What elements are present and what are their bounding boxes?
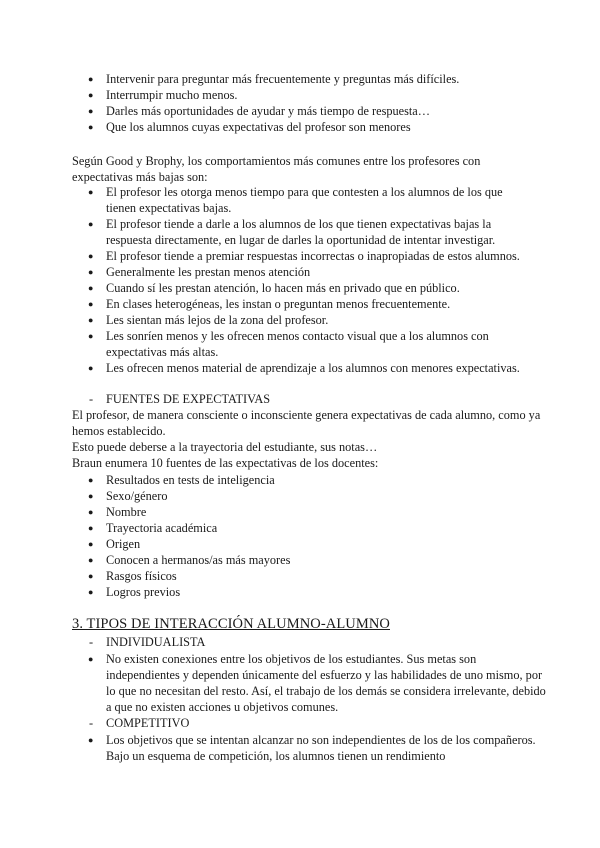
list-item: ● Los objetivos que se intentan alcanzar no son independientes de los de los compañeros. Bajo un esquema de competición, los alumnos tienen un rendimiento	[106, 732, 546, 764]
list-item: ● En clases heterogéneas, les instan o preguntan menos frecuentemente.	[106, 296, 546, 312]
list-item: ● El profesor tiende a darle a los alumnos de los que tienen expectativas bajas la respuesta directamente, en lugar de darles la oportunidad de intentar investigar.	[106, 216, 526, 248]
list-item: ● Sexo/género	[106, 488, 546, 504]
list-item: ● No existen conexiones entre los objetivos de los estudiantes. Sus metas son independientes y dependen únicamente del esfuerzo y las habilidades de uno mismo, por lo que no necesitan del resto. Así, el trabajo de los demás se considera irrelevante, debido a que no existen acciones u objetivos comunes.	[106, 651, 546, 715]
list-item: ● Intervenir para preguntar más frecuentemente y preguntas más difíciles.	[106, 71, 546, 87]
list-item: ● Trayectoria académica	[106, 520, 546, 536]
list-item: ● Rasgos físicos	[106, 568, 546, 584]
paragraph: El profesor, de manera consciente o inconsciente genera expectativas de cada alumno, como ya hemos establecido.	[72, 408, 541, 438]
list-item: ● El profesor tiende a premiar respuestas incorrectas o inapropiadas de estos alumnos.	[106, 248, 546, 264]
list-item: ● Cuando sí les prestan atención, lo hacen más en privado que en público.	[106, 280, 546, 296]
list-item: ● Les sonríen menos y les ofrecen menos contacto visual que a los alumnos con expectativas más altas.	[106, 328, 506, 360]
subheading-fuentes: - FUENTES DE EXPECTATIVAS	[106, 391, 546, 407]
list-item: ● Origen	[106, 536, 546, 552]
list-item: ● Generalmente les prestan menos atención	[106, 264, 546, 280]
list-item: ● Logros previos	[106, 584, 546, 600]
list-item: ● Que los alumnos cuyas expectativas del profesor son menores	[106, 119, 546, 135]
subheading-competitivo: - COMPETITIVO	[106, 715, 546, 731]
list-item: ● El profesor les otorga menos tiempo para que contesten a los alumnos de los que tienen expectativas bajas.	[106, 184, 526, 216]
paragraph: Braun enumera 10 fuentes de las expectativas de los docentes:	[72, 456, 379, 470]
list-item: ● Resultados en tests de inteligencia	[106, 472, 546, 488]
subheading-individualista: - INDIVIDUALISTA	[106, 634, 546, 650]
list-item: ● Nombre	[106, 504, 546, 520]
list-item: ● Conocen a hermanos/as más mayores	[106, 552, 546, 568]
section-heading: 3. TIPOS DE INTERACCIÓN ALUMNO-ALUMNO	[72, 616, 390, 632]
intro-paragraph: Según Good y Brophy, los comportamientos más comunes entre los profesores con expectativas más bajas son:	[72, 154, 481, 184]
list-item: ● Les ofrecen menos material de aprendizaje a los alumnos con menores expectativas.	[106, 360, 546, 376]
paragraph: Esto puede deberse a la trayectoria del estudiante, sus notas…	[72, 440, 378, 454]
list-item: ● Darles más oportunidades de ayudar y más tiempo de respuesta…	[106, 103, 546, 119]
list-item: ● Interrumpir mucho menos.	[106, 87, 546, 103]
list-item: ● Les sientan más lejos de la zona del profesor.	[106, 312, 546, 328]
